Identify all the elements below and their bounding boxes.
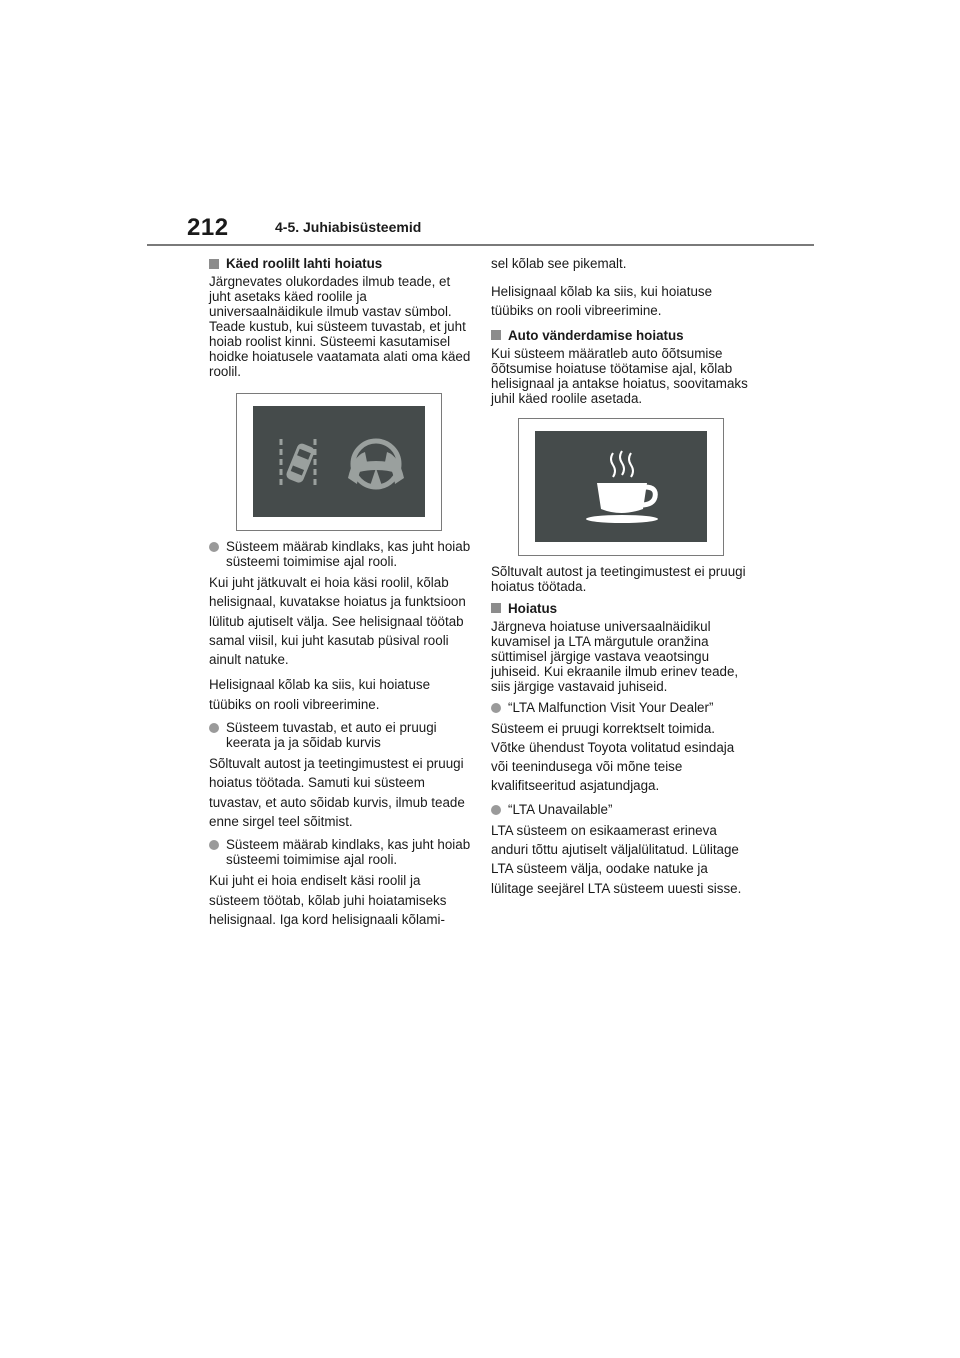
round-bullet-icon bbox=[209, 840, 219, 850]
figure-coffee-display bbox=[518, 418, 724, 556]
header-rule bbox=[147, 244, 814, 246]
bullet-item: Süsteem määrab kindlaks, kas juht hoiab süsteemi toimimise ajal rooli. bbox=[209, 837, 471, 867]
heading-hands-off-warning: Käed roolilt lahti hoiatus bbox=[209, 255, 471, 272]
heading-warning: Hoiatus bbox=[491, 600, 751, 617]
paragraph: Helisignaal kõlab ka siis, kui hoiatuse tüübiks on rooli vibreerimine. bbox=[491, 284, 713, 319]
paragraph: Järgneva hoiatuse universaalnäidikul kuvamisel ja LTA märgutule oranžina süttimisel järgige vastava veaotsingu juhiseid. Kui ekraanile ilmub erinev teade, siis järgige vastavaid juhiseid. bbox=[491, 618, 739, 694]
round-bullet-icon bbox=[491, 805, 501, 815]
square-bullet-icon bbox=[491, 603, 501, 613]
intro-paragraph: Järgnevates olukordades ilmub teade, et juht asetaks käed roolile ja universaalnäidikule ilmub vastav sümbol. Teade kustub, kui süsteem tuvastab, et juht hoiab roolist kinni. Süsteemi kasutamisel hoidke hoiatusele vaatamata alati oma käed roolil. bbox=[209, 274, 471, 379]
square-bullet-icon bbox=[209, 259, 219, 269]
paragraph: LTA süsteem on esikaamerast erineva anduri tõttu ajutiselt väljalülitatud. Lülitage LTA süsteem välja, oodake natuke ja lülitage seejärel LTA süsteem uuesti sisse. bbox=[491, 822, 742, 896]
heading-sway-warning: Auto vänderdamise hoiatus bbox=[491, 327, 751, 344]
page-number: 212 bbox=[187, 214, 229, 241]
display-screen bbox=[535, 431, 707, 542]
round-bullet-icon bbox=[491, 703, 501, 713]
square-bullet-icon bbox=[491, 330, 501, 340]
paragraph: Kui süsteem määratleb auto õõtsumise õõtsumise hoiatuse töötamise ajal, kõlab helisignaal ja antakse hoiatus, soovitamaks juhil käed roolile asetada. bbox=[491, 345, 748, 406]
paragraph: sel kõlab see pikemalt. bbox=[491, 256, 627, 271]
steering-hands-icon bbox=[348, 441, 404, 487]
paragraph: Sõltuvalt autost ja teetingimustest ei pruugi hoiatus töötada. Samuti kui süsteem tuvastav, et auto sõidab kurvis, ilmub teade enne sirgel teel sõitmist. bbox=[209, 756, 465, 829]
paragraph: Süsteem ei pruugi korrektselt toimida. Võtke ühendust Toyota volitatud esindaja või teenindusega või mõne teise kvalifitseeritud asjatundjaga. bbox=[491, 720, 735, 794]
bullet-item: “LTA Unavailable” bbox=[491, 802, 751, 817]
section-title: 4-5. Juhiabisüsteemid bbox=[275, 219, 422, 235]
bullet-item: Süsteem tuvastab, et auto ei pruugi keerata ja ja sõidab kurvis bbox=[209, 720, 471, 750]
paragraph: Kui juht ei hoia endiselt käsi roolil ja süsteem töötab, kõlab juhi hoiatamiseks helisignaal. Iga kord helisignaali kõlami- bbox=[209, 873, 447, 927]
round-bullet-icon bbox=[209, 723, 219, 733]
paragraph: Kui juht jätkuvalt ei hoia käsi roolil, kõlab helisignaal, kuvatakse hoiatus ja funktsioon lülitub ajutiselt välja. See helisignaal töötab samal viisil, kui juht kasutab püsival rooli ainult natuke. bbox=[209, 575, 466, 668]
figure-hands-off-display bbox=[236, 393, 442, 531]
page-header bbox=[187, 214, 817, 246]
round-bullet-icon bbox=[209, 542, 219, 552]
paragraph: Sõltuvalt autost ja teetingimustest ei pruugi hoiatus töötada. bbox=[491, 563, 746, 594]
paragraph: Helisignaal kõlab ka siis, kui hoiatuse tüübiks on rooli vibreerimine. bbox=[209, 677, 431, 712]
bullet-item: “LTA Malfunction Visit Your Dealer” bbox=[491, 700, 751, 715]
coffee-cup-icon bbox=[586, 451, 658, 523]
left-column bbox=[209, 255, 471, 935]
display-screen bbox=[253, 406, 425, 517]
right-column bbox=[491, 255, 751, 904]
lane-car-icon bbox=[281, 439, 316, 488]
bullet-item: Süsteem määrab kindlaks, kas juht hoiab süsteemi toimimise ajal rooli. bbox=[209, 539, 471, 569]
